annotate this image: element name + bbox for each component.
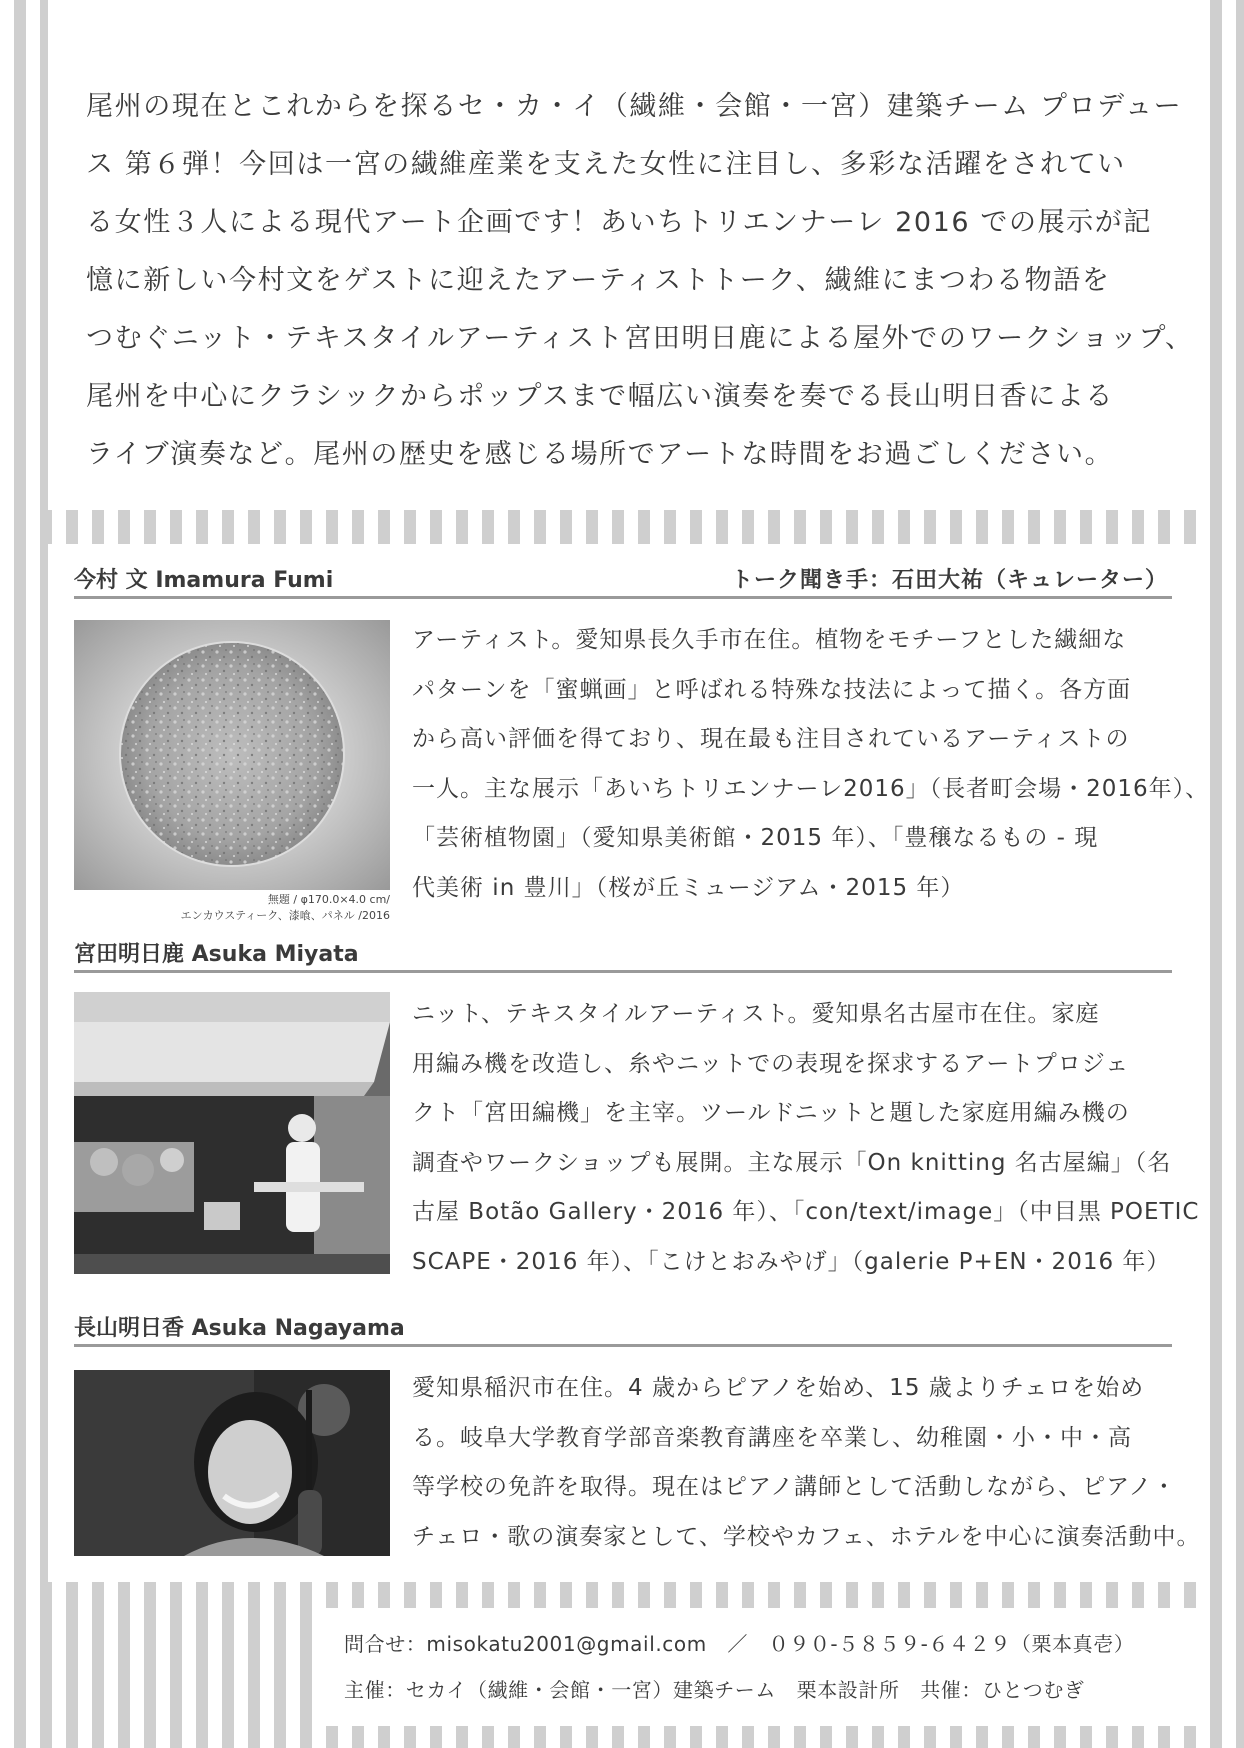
contact-info: 問合せ：misokatu2001@gmail.com ／ ０９０-５８５９-６４２９（栗本真壱）: [344, 1632, 1135, 1656]
artwork-picture: [74, 620, 390, 890]
artist-photo: [74, 1370, 390, 1556]
caption-line: エンカウスティーク、漆喰、パネル /2016: [180, 909, 390, 922]
bio-line: 調査やワークショップも展開。主な展示「On knitting 名古屋編」（名: [412, 1149, 1172, 1176]
portrait-photo: [74, 1370, 390, 1556]
bio-line: 「芸術植物園」（愛知県美術館・2015 年）、「豊穣なるもの - 現: [412, 825, 1099, 851]
artist-name: 今村 文 Imamura Fumi: [74, 568, 334, 593]
intro-line: 尾州の現在とこれからを探るセ・カ・イ（繊維・会館・一宮）建築チーム プロデュー: [86, 91, 1183, 122]
shopfront-photo: [74, 992, 390, 1274]
bio-line: チェロ・歌の演奏家として、学校やカフェ、ホテルを中心に演奏活動中。: [412, 1523, 1201, 1550]
bio-line: パターンを「蜜蝋画」と呼ばれる特殊な技法によって描く。各方面: [412, 676, 1132, 703]
artwork-image: [74, 620, 390, 890]
artist-bio: [412, 990, 1200, 1287]
artist-name: 長山明日香 Asuka Nagayama: [74, 1316, 405, 1341]
artist-photo: [74, 992, 390, 1274]
intro-line: る女性３人による現代アート企画です！あいちトリエンナーレ 2016 での展示が記: [86, 207, 1152, 238]
bio-line: 愛知県稲沢市在住。4 歳からピアノを始め、15 歳よりチェロを始め: [412, 1375, 1145, 1401]
artist-bio: [412, 616, 1210, 913]
profiles-panel: [48, 544, 1210, 1582]
contact-panel: [322, 1608, 1196, 1726]
profile-header-imamura: [74, 564, 1172, 599]
profile-header-nagayama: [74, 1312, 1172, 1347]
bio-line: SCAPE・2016 年）、「こけとおみやげ」（galerie P+EN・2016 年）: [412, 1248, 1171, 1275]
intro-line: ス 第６弾！今回は一宮の繊維産業を支えた女性に注目し、多彩な活躍をされてい: [86, 149, 1126, 180]
intro-line: ライブ演奏など。尾州の歴史を感じる場所でアートな時間をお過ごしください。: [86, 439, 1114, 470]
artist-name: 宮田明日鹿 Asuka Miyata: [74, 942, 359, 967]
interviewer-credit: トーク聞き手：石田大祐（キュレーター）: [730, 568, 1168, 593]
caption-line: 無題 / φ170.0×4.0 cm/: [267, 893, 390, 906]
bio-line: る。岐阜大学教育学部音楽教育講座を卒業し、幼稚園・小・中・高: [412, 1424, 1132, 1451]
bio-line: 代美術 in 豊川」（桜が丘ミュージアム・2015 年）: [412, 874, 965, 901]
bio-line: 一人。主な展示「あいちトリエンナーレ2016」（長者町会場・2016年）、: [412, 775, 1210, 802]
intro-line: つむぐニット・テキスタイルアーティスト宮田明日鹿による屋外でのワークショップ、: [86, 323, 1194, 354]
intro-line: 憶に新しい今村文をゲストに迎えたアーティストトーク、繊維にまつわる物語を: [86, 265, 1111, 296]
bio-line: 等学校の免許を取得。現在はピアノ講師として活動しながら、ピアノ・: [412, 1474, 1177, 1500]
bio-line: アーティスト。愛知県長久手市在住。植物をモチーフとした繊細な: [412, 627, 1127, 653]
artwork-caption: [74, 892, 390, 924]
bio-line: クト「宮田編機」を主宰。ツールドニットと題した家庭用編み機の: [412, 1100, 1130, 1126]
intro-panel: [48, 0, 1196, 510]
profile-header-miyata: [74, 938, 1172, 973]
bio-line: 用編み機を改造し、糸やニットでの表現を探求するアートプロジェ: [412, 1050, 1130, 1077]
bio-line: ニット、テキスタイルアーティスト。愛知県名古屋市在住。家庭: [412, 1001, 1100, 1027]
organizer-info: 主催：セカイ（繊維・会館・一宮）建築チーム 栗本設計所 共催：ひとつむぎ: [344, 1678, 1085, 1702]
artist-bio: [412, 1364, 1201, 1562]
intro-line: 尾州を中心にクラシックからポップスまで幅広い演奏を奏でる長山明日香による: [86, 381, 1114, 412]
bio-line: から高い評価を得ており、現在最も注目されているアーティストの: [412, 726, 1130, 752]
bio-line: 古屋 Botão Gallery・2016 年）、「con/text/image」（中目黒 POETIC: [412, 1199, 1200, 1225]
intro-text: [86, 78, 1194, 484]
